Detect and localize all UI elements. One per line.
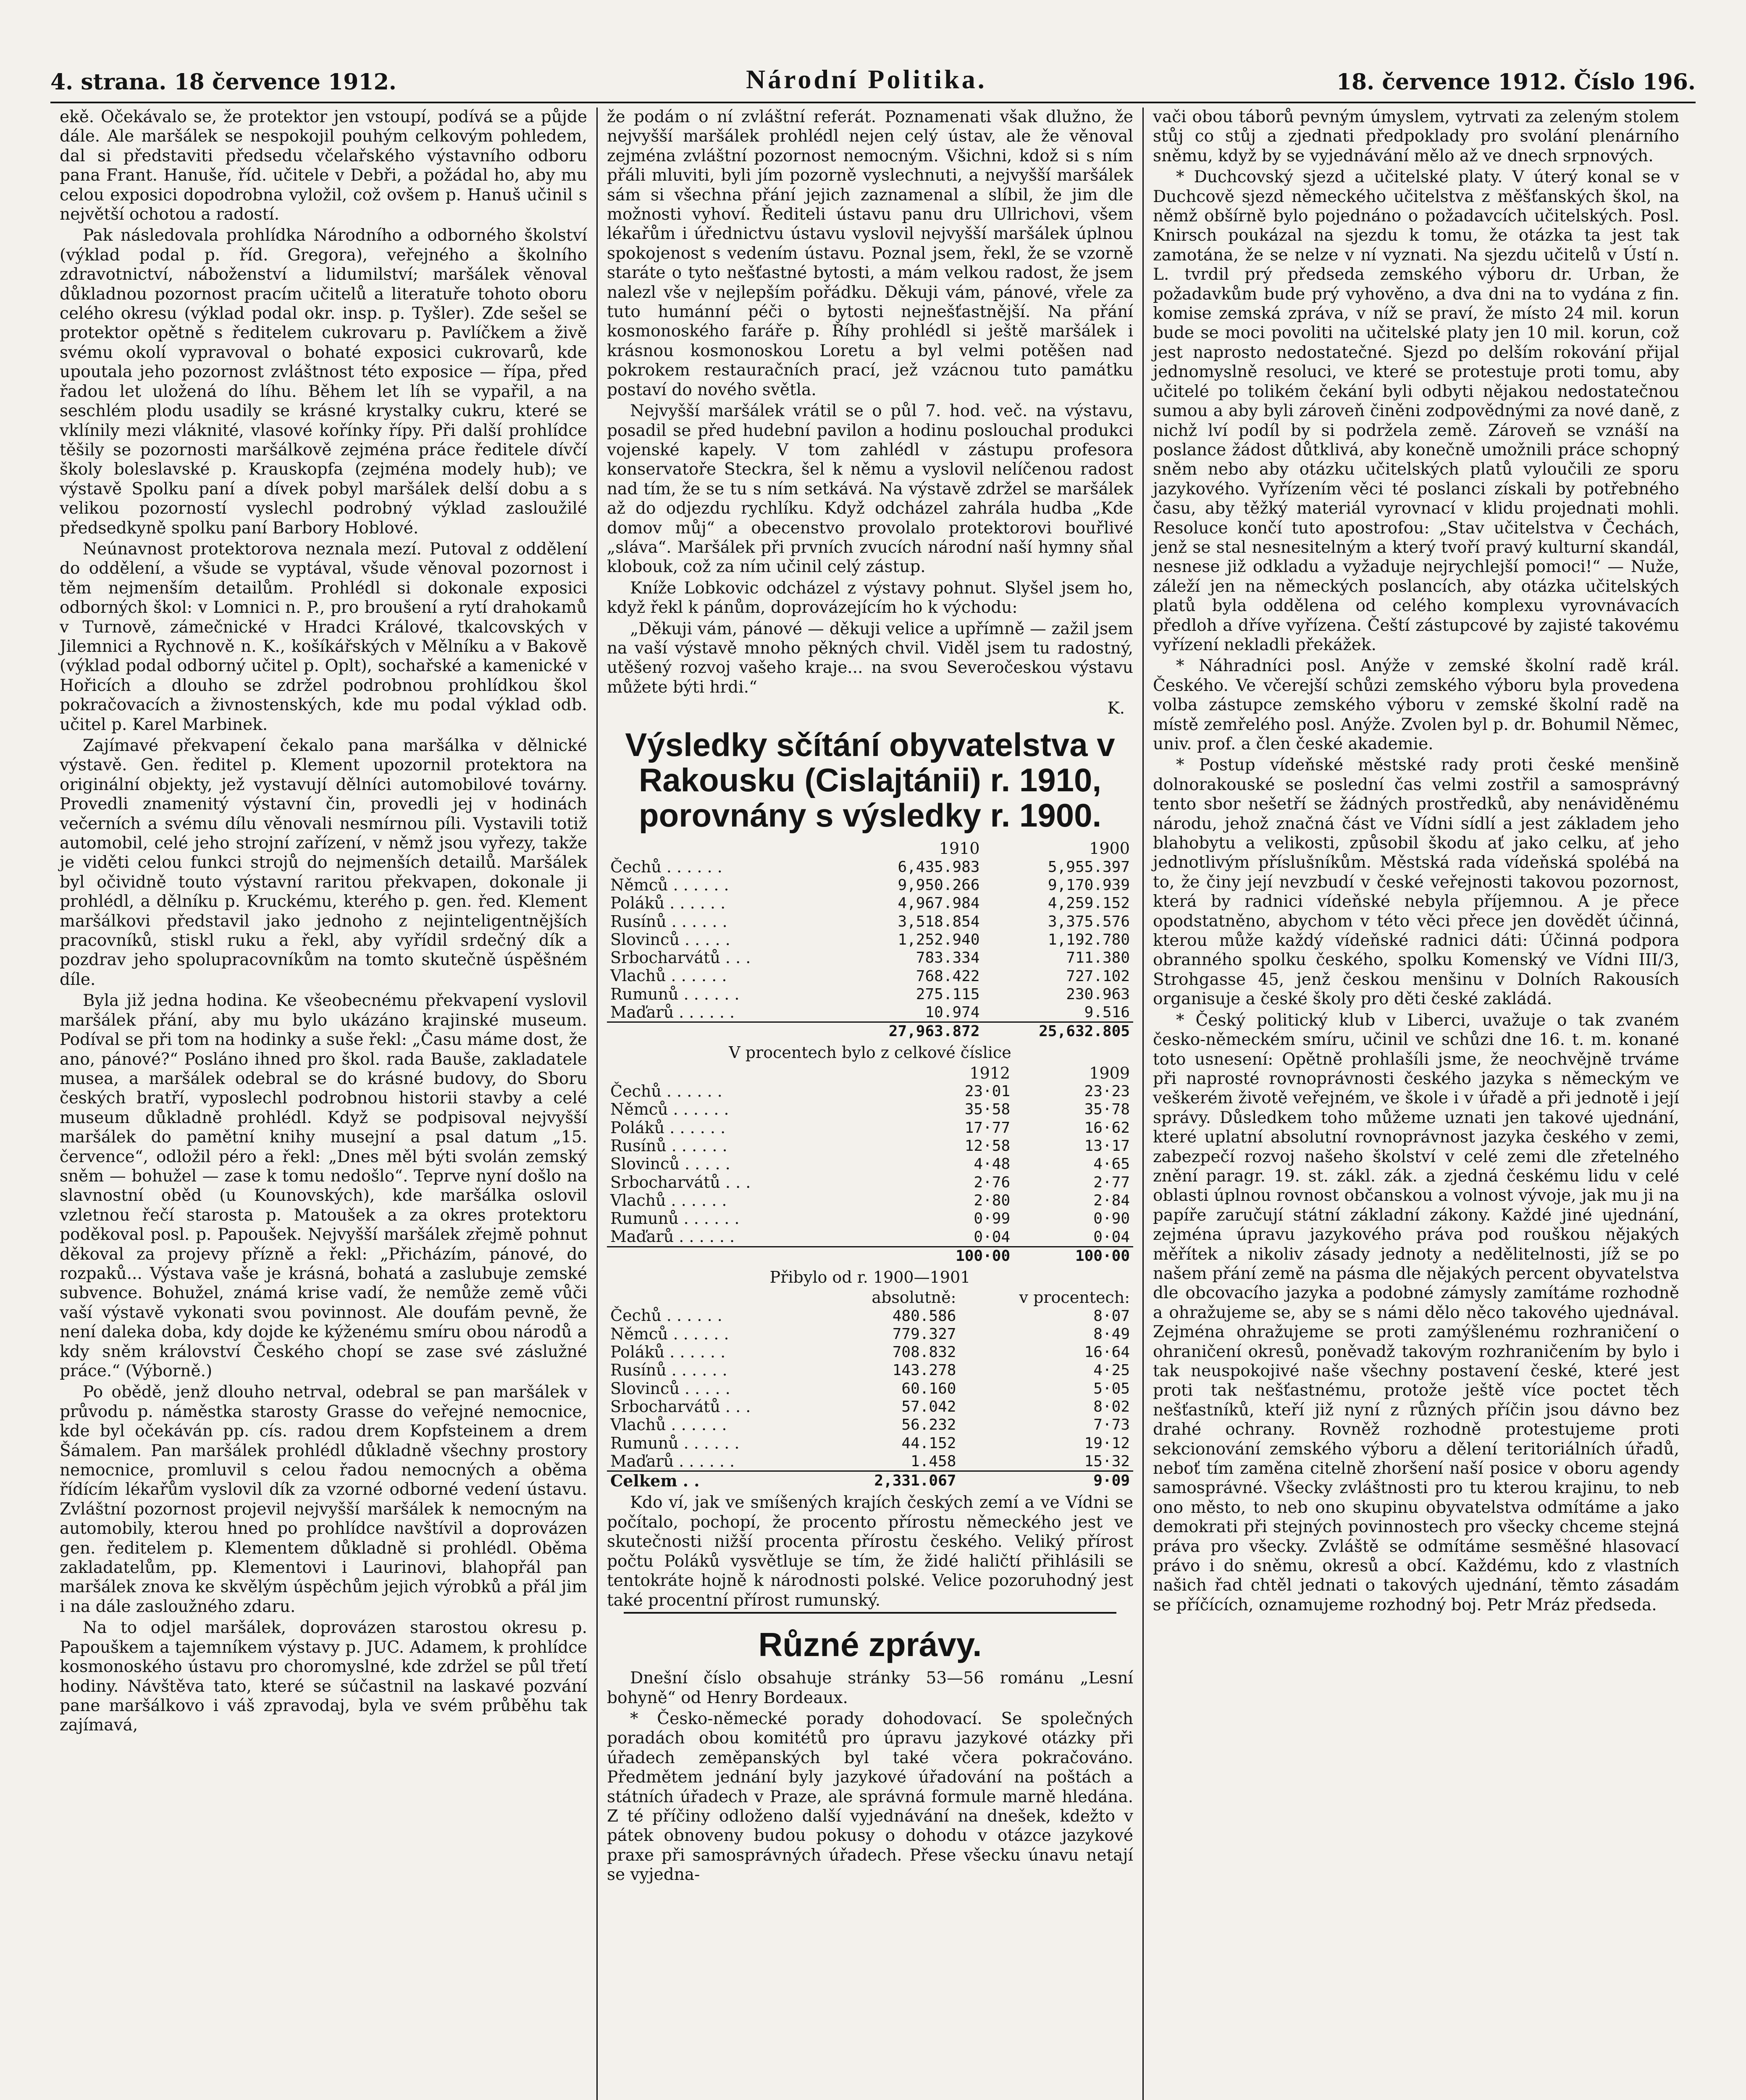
paragraph: Kníže Lobkovic odcházel z výstavy pohnut. Slyšel jsem ho, když řekl k pánům, doprovázejícím ho k východu: (607, 578, 1133, 617)
paragraph: Kdo ví, jak ve smíšených krajích českých zemí a ve Vídni se počítalo, pochopí, že procento přírostu německého jest ve skutečnosti nižší procenta přírostu českého. Veliký přírost počtu Poláků vysvětluje se tím, že židé haličtí přihlásili se tentokráte hojně k národnosti polské. Velice pozoruhodný jest také procentní přírost rumunský. (607, 1493, 1133, 1610)
cell-value: 480.586 (892, 1307, 956, 1325)
paragraph: vači obou táborů pevným úmyslem, vytrvati za zeleným stolem stůj co stůj a zjednati předpoklady pro svolání plenárního sněmu, když by se vyjednávání mělo až ve dnech srpnových. (1153, 108, 1679, 165)
row-label: Čechů . . . . . . (610, 1082, 722, 1100)
cell-value: 35·78 (1084, 1101, 1130, 1118)
table-row (607, 1343, 1133, 1361)
cell-value: 10.974 (925, 1004, 980, 1021)
cell-value: 8·07 (1093, 1307, 1130, 1325)
table-row (607, 1228, 1133, 1247)
cell-value: 4·48 (974, 1155, 1011, 1173)
cell-value: 13·17 (1084, 1137, 1130, 1155)
cell-value: 0·90 (1093, 1210, 1130, 1228)
section-title: Různé zprávy. (758, 1625, 982, 1663)
row-label: Rusínů . . . . . . (610, 1361, 727, 1380)
census-table-growth (607, 1289, 1133, 1490)
columns (50, 108, 1696, 2100)
cell-value: 230.963 (1066, 985, 1130, 1003)
table-row (607, 1325, 1133, 1343)
cell-value: 1.458 (911, 1453, 956, 1470)
table-total-row (607, 1471, 1133, 1490)
cell-value: 4·25 (1093, 1362, 1130, 1379)
paragraph: Neúnavnost protektorova neznala mezí. Putoval z oddělení do oddělení, a všude se vyptával, všude věnoval pozornost i těm nejmenším detailům. Prohlédl si dokonale exposici odborných škol: v Lomnici n. P., pro broušení a rytí drahokamů v Turnově, zámečnické v Hradci Králové, tkalcovských v Jilemnici a Rychnově n. K., košíkářských v Mělníku a v Bakově (výklad podal odborný učitel p. Oplt), sochařské a kamenické v Hořicích a dlouho se zdržel podrobnou prohlídkou škol pokračovacích a živnostenských, kde mu podal výklad odb. učitel p. Karel Marbinek. (60, 539, 587, 734)
table-row (607, 949, 1133, 967)
table-row (607, 1434, 1133, 1452)
row-label: Slovinců . . . . . (610, 1155, 730, 1173)
total-label (607, 1022, 833, 1040)
cell-value: 2·76 (974, 1173, 1011, 1191)
paragraph: Po obědě, jenž dlouho netrval, odebral se pan maršálek v průvodu p. náměstka starosty Grasse do veřejné nemocnice, kde byl očekáván pp. cís. radou drem Kopfsteinem a drem Šámalem. Pan maršálek prohlédl důkladně všechny prostory nemocnice, promluvil s celou řadou nemocných a oběma řídícím lékařům vyslovil dík za vzorné odborné vedení ústavu. Zvláštní pozornost projevil nejvyšší maršálek k nemocným na automobily, kterou hned po prohlídce navštívil a doprovázen gen. ředitelem p. Klementem důkladně si prohlédl. Oběma zakladatelům, pp. Klementovi i Laurinovi, blahopřál pan maršálek znova ke skvělým úspěchům jejich výrobků a přál jim i na dále zasloužného zdaru. (60, 1383, 587, 1616)
cell-value: 12·58 (964, 1137, 1011, 1155)
cell-value: 5·05 (1093, 1380, 1130, 1397)
table-row (607, 1003, 1133, 1022)
row-label: Slovinců . . . . . (610, 930, 730, 949)
total-value: 2,331.067 (824, 1471, 959, 1490)
row-label: Poláků . . . . . . (610, 1342, 726, 1361)
cell-value: 60.160 (901, 1380, 956, 1397)
cell-value: 23·01 (964, 1083, 1011, 1100)
cell-value: 708.832 (892, 1344, 956, 1361)
cell-value: 5,955.397 (1048, 858, 1130, 876)
row-label: Němců . . . . . . (610, 875, 729, 894)
row-label: Vlachů . . . . . . (610, 966, 727, 985)
cell-value: 16·62 (1084, 1119, 1130, 1137)
cell-value: 2·77 (1093, 1173, 1130, 1191)
table-row (607, 931, 1133, 949)
cell-value: 779.327 (892, 1325, 956, 1343)
paragraph: Byla již jedna hodina. Ke všeobecnému překvapení vyslovil maršálek přání, aby mu bylo ukázáno krajinské museum. Podíval se při tom na hodinky a suše řekl: „Času máme dost, že ano, pánové?“ Posláno ihned pro škol. rada Bauše, zakladatele musea, a maršálek odebral se do krásné budovy, do Sboru českých bratří, vyposlechl podrobnou historii stavby a celé museum důkladně prohlédl. Když se podpisoval nejvyšší maršálek do pamětní knihy musejní a psal datum „15. července“, odložil péro a řekl: „Dnes měl býti svolán zemský sněm — bohužel — zase k tomu nedošlo“. Teprve nyní došlo na slavnostní oběd (u Kounovských), kde maršálka oslovil vzletnou řečí starosta p. Matoušek a za okres protektoru poděkoval posl. p. Papoušek. Nejvyšší maršálek zřejmě pohnut děkoval za projevy přízně a řekl: „Přicházím, pánové, do rozpaků... Výstava vaše je krásná, bohatá a zaslubuje zemské subvence. Bohužel, známá krise vadí, že nemůže země vůči vaší výstavě vykonati svou povinnost. Ale doufám pevně, že není daleka doba, kdy dojde ke kýženému smíru obou národů a kdy sněm království Českého chopí se zase své záslužné práce.“ (Výborně.) (60, 991, 587, 1381)
census-table-percent (607, 1064, 1133, 1265)
table-total-row (607, 1022, 1133, 1040)
table-row (607, 1416, 1133, 1434)
cell-value: 9,950.266 (898, 877, 980, 894)
paragraph: Pak následovala prohlídka Národního a odborného školství (výklad podal p. říd. Gregora), veřejného a školního zdravotnictví, náboženství a lidumilství; maršálek věnoval důkladnou pozornost pracím učitelů a literatuře tohoto oboru celého okresu (výklad podal okr. insp. p. Tyšler). Zde sešel se protektor opětně s ředitelem cukrovaru p. Pavlíčkem a živě svému okolí vypravoval o bohaté exposici cukrovarů, kde upoutala jeho pozornost zvláštnost této exposice — řípa, před řadou let uložená do líhu. Během let líh se vypařil, a na seschlém plodu usadily se krásné krystalky cukru, které se vklínily mezi vláknité, vlasové kořínky řípy. Při další prohlídce těšily se pozornosti maršálkově zejména práce ředitele dívčí školy boleslavské p. Krauskopfa (zejména modely hub); ve výstavě Spolku paní a dívek pobyl maršálek delší dobu a s velikou pozorností vyslechl podrobný výklad zasloužilé předsedkyně spolku paní Barbory Hoblové. (60, 226, 587, 538)
total-label: Celkem . . (607, 1471, 824, 1490)
cell-value: 2·80 (974, 1192, 1011, 1209)
cell-value: 23·23 (1084, 1083, 1130, 1100)
year-header: 1910 (939, 839, 980, 858)
table-row (607, 1192, 1133, 1210)
table-row (607, 1155, 1133, 1173)
cell-value: 9.516 (1084, 1004, 1130, 1021)
masthead-title: Národní Politika. (746, 64, 987, 94)
paragraph: * Duchcovský sjezd a učitelské platy. V úterý konal se v Duchcově sjezd německého učitelstva z měšťanských škol, na němž obšírně bylo pojednáno o požadavcích učitelských. Posl. Knirsch poukázal na sjezdu k tomu, že otázka ta jest tak zamotána, že se nelze v ní vyznati. Na sjezdu učitelů v Ústí n. L. tvrdil prý předseda zemského výboru dr. Urban, že požadavkům bude prý vyhověno, a dva dni na to vydána z fin. komise zemská zpráva, v níž se praví, že místo 24 mil. korun bude se moci povoliti na učitelské platy jen 10 mil. korun, což jest naprosto nedostatečné. Sjezd po delším rokování přijal jednomyslně resoluci, ve které se protestuje proti tomu, aby učitelé po tolikém čekání byli odbyti nějakou nedostatečnou sumou a aby byli zároveň činěni zodpovědnými za nové daně, z nichž lví podíl by si podržela země. Zároveň se vznáší na poslance žádost důtklivá, aby konečně umožnili práce schopný sněm nebo aby otázku učitelských platů vyloučili ze sporu jazykového. Vyřízením věci té poslanci získali by potřebného času, aby těžký materiál vyrovnací v klidu projednati mohli. Resoluce končí tuto apostrofou: „Stav učitelstva v Čechách, jenž se stal nesnesitelným a který tvoří pravý kulturní skandál, nesnese již odkladu a vyžaduje nejrychlejší pomoci!“ — Nuže, záleží jen na německých poslancích, aby otázka učitelských platů byla oddělena od celého komplexu vyrovnávacích předloh a dříve vyřízena. Čeští zástupcové by zajisté takovému vyřízení nekladli překážek. (1153, 168, 1679, 654)
cell-value: 56.232 (901, 1416, 956, 1434)
year-header: 1912 (969, 1063, 1011, 1082)
row-label: Vlachů . . . . . . (610, 1191, 727, 1210)
table-row (607, 985, 1133, 1003)
paragraph: * Postup vídeňské městské rady proti české menšině dolnorakouské se poslední čas velmi zostřil a samosprávný tento sbor nešetří se žádných prostředků, aby nenáviděnému národu, jehož značná část ve Vídni sídlí a jest základem jeho blahobytu a velikosti, způsobil škodu ať jako celku, ať jeho jednotlivým příslušníkům. Městská rada vídeňská spolébá na to, že činy její nevzbudí v české veřejnosti takovou pozornost, která by radnici vídeňské nebyla příjemnou. A je přece opodstatněno, abychom v této věci přece jen dovědět účinná, kterou může každý vídeňské radnici dáti: Účinná podpora obranného spolku českého, spolku Komenský ve Vídni III/3, Strohgasse 45, jenž českou menšinu v Dolních Rakousích organisuje a české školy pro děti české zakládá. (1153, 756, 1679, 1009)
row-label: Maďarů . . . . . . (610, 1227, 735, 1246)
row-label: Čechů . . . . . . (610, 857, 722, 876)
table-row (607, 1173, 1133, 1192)
paragraph: „Děkuji vám, pánové — děkuji velice a upřímně — zažil jsem na vaší výstavě mnoho pěkných chvil. Viděl jsem tu radostný, utěšený rozvoj vašeho kraje... na svou Severočeskou výstavu můžete býti hrdi.“ (607, 619, 1133, 697)
paragraph: Nejvyšší maršálek vrátil se o půl 7. hod. več. na výstavu, posadil se před hudební pavilon a hodinu poslouchal produkci vojenské kapely. V tom zahlédl v zástupu profesora konservatoře Steckra, šel k němu a vyslovil nelíčenou radost nad tím, že se tu s ním setkává. Na výstavě zdržel se maršálek až do odjezdu rychlíku. Když odcházel zahrála hudba „Kde domov můj“ a obecenstvo provolalo protektorovi bouřlivé „sláva“. Maršálek při prvních zvucích národní naší hymny sňal klobouk, což za ním učinil celý zástup. (607, 402, 1133, 577)
cell-value: 711.380 (1066, 949, 1130, 967)
row-label: Rusínů . . . . . . (610, 912, 727, 931)
table-row (607, 894, 1133, 912)
paragraph: * Česko-německé porady dohodovací. Se společných poradách obou komitétů pro úpravu jazykové otázky při úřadech zeměpanských byl také včera pokračováno. Předmětem jednání byly jazykové úřadování na poštách a státních úřadech v Praze, ale správná formule marně hledána. Z té příčiny odloženo další vyjednávání na dnešek, kdežto v pátek obnoveny budou pokusy o dohodu v otázce jazykové praxe při samosprávných úřadech. Přese všecku únavu netají se vyjedna- (607, 1709, 1133, 1885)
year-header: 1900 (1089, 839, 1130, 858)
paragraph: Na to odjel maršálek, doprovázen starostou okresu p. Papouškem a tajemníkem výstavy p. JUC. Adamem, k prohlídce kosmonoského ústavu pro choromyslné, kde zdržel se půl třetí hodiny. Návštěva tato, které se súčastnil na laskavé pozvání pane maršálkovo i váš zpravodaj, byla ve svém průběhu tak zajímavá, (60, 1618, 587, 1735)
cell-value: 2·84 (1093, 1192, 1130, 1209)
cell-value: 4,967.984 (898, 895, 980, 912)
table-row (607, 967, 1133, 985)
cell-value: 19·12 (1084, 1434, 1130, 1452)
cell-value: 15·32 (1084, 1453, 1130, 1470)
column-3 (1142, 108, 1688, 2100)
total-value: 25,632.805 (983, 1022, 1133, 1040)
cell-value: 35·58 (964, 1101, 1011, 1118)
cell-value: 143.278 (892, 1362, 956, 1379)
total-value: 100·00 (894, 1247, 1013, 1265)
row-label: Srbocharvátů . . . (610, 948, 751, 967)
table-row (607, 1119, 1133, 1137)
total-label (607, 1247, 894, 1265)
row-label: Rumunů . . . . . . (610, 984, 740, 1003)
table-row (607, 876, 1133, 894)
table-row (607, 858, 1133, 876)
cell-value: 0·99 (974, 1210, 1011, 1228)
table-total-row (607, 1247, 1133, 1265)
cell-value: 17·77 (964, 1119, 1011, 1137)
header-right: 18. července 1912. Číslo 196. (1336, 69, 1696, 95)
paragraph: Dnešní číslo obsahuje stránky 53—56 románu „Lesní bohyně“ od Henry Bordeaux. (607, 1669, 1133, 1707)
cell-value: 16·64 (1084, 1344, 1130, 1361)
cell-value: 275.115 (916, 985, 980, 1003)
cell-value: 8·49 (1093, 1325, 1130, 1343)
row-label: Čechů . . . . . . (610, 1306, 722, 1325)
table-row (607, 1082, 1133, 1100)
table-row (607, 1380, 1133, 1398)
row-label: Slovinců . . . . . (610, 1379, 730, 1398)
cell-value: 9,170.939 (1048, 877, 1130, 894)
row-label: Srbocharvátů . . . (610, 1173, 751, 1192)
total-value: 100·00 (1013, 1247, 1133, 1265)
total-value: 27,963.872 (833, 1022, 983, 1040)
cell-value: 783.334 (916, 949, 980, 967)
row-label: Rumunů . . . . . . (610, 1433, 740, 1452)
table-row (607, 1210, 1133, 1228)
paragraph: * Náhradníci posl. Anýže v zemské školní radě král. Českého. Ve včerejší schůzi zemského výboru byla provedena volba zástupce zemského výboru v zemské školní radě na místě zemřelého posl. Anýže. Zvolen byl p. dr. Bohumil Němec, univ. prof. a člen české akademie. (1153, 656, 1679, 753)
cell-value: 3,518.854 (898, 913, 980, 930)
cell-value: 727.102 (1066, 967, 1130, 985)
row-label: Rumunů . . . . . . (610, 1209, 740, 1228)
total-value: 9·09 (959, 1471, 1133, 1490)
cell-value: 1,252.940 (898, 931, 980, 948)
column-1 (50, 108, 596, 2100)
paragraph: * Český politický klub v Liberci, uvažuje o tak zvaném česko-německém smíru, učinil ve schůzi dne 16. t. m. konané toto usnesení: Opětně prohlašíli jsme, že neochvějně trváme při naprosté rovnoprávnosti českého jazyka s německým ve veškerém životě veřejném, ve škole i v úřadě a při jednotě i její správy. Důsledkem toho můžeme uznati jen takové ujednání, které uplatní absolutní rovnoprávnost jazyka českého v zemi, zabezpečí rozvoj našeho školství v celé zemi dle zřetelného znění paragr. 19. st. zákl. zák. a zjedná českému lidu v celé oblasti úplnou rovnost občanskou a volnost vývoje, jak mu ji na papíře zaručují státní základní zákony. Každé jiné ujednání, zejména úpravu jazykového práva pod rouškou nějakých měřítek a nikoliv zásady jednoty a nedělitelnosti, jíž se po našem přání země na pásma dle nějakých percent obyvatelstva dle obcovacího jazyka a podobné zámysly zamítáme rozhodně a ohražujeme se, aby se s námi dělo něco takového ujednával. Zejména ohražujeme se proti zamýšlenému rozhraničení o ohraničení okresů, poněvadž takovým rozhraničením by bylo i tak neuspokojivé naše všechny postavení české, které jest proti tak nešťastnému, protože ještě více poctet těch nešťastníků, kteří již nyní z různých příčin jsou dávno bez drahé ochrany. Rovněž rozhodně protestujeme proti sekcionování zemského výboru a dělení teritoriálních úřadů, neboť tím zaměna citelně zhoršení naší posice v oboru agendy samosprávné. Všecky zvláštnosti pro tu kterou krajinu, to neb ono město, to neb ono skupinu obyvatelstva odmítáme a jako demokrati při stejných povinnostech pro všecky chceme stejná práva pro všecky. Zvláště se odmítáme sesměšné hlasovací právo i do sněmu, okresů a obcí. Každému, kdo z vlastních našich řad chtěl jednati o takových ujednání, těmto zásadám se příčících, oznamujeme rozhodný boj. Petr Mráz předseda. (1153, 1011, 1679, 1614)
section-divider (624, 1612, 1116, 1614)
table-row (607, 1137, 1133, 1155)
row-label: Vlachů . . . . . . (610, 1415, 727, 1434)
row-label: Poláků . . . . . . (610, 1118, 726, 1137)
paragraph: Zajímavé překvapení čekalo pana maršálka v dělnické výstavě. Gen. ředitel p. Klement upozornil protektora na originální objekty, jež vystavují dělníci automobilové továrny. Provedli znamenitý výstavní čin, provedli jej v hodinách večerních a svému dílu věnovali nesmírnou píli. Vystavili totiž automobil, celé jeho strojní zařízení, v němž jsou vyřezy, takže je viděti celou funkci strojů do nejmenších detailů. Maršálek byl očividně touto výstavní raritou překvapen, dokonale ji prohlédl, a dělníku p. Kruckému, kterého p. gen. řed. Klement maršálkovi představil jako jednoho z nejinteligentnějších pracovníků, stiskl ruku a řekl, aby vyřídil srdečný dík a pozdrav jeho spolupracovníkům na tomto skutečně úspěšném díle. (60, 736, 587, 989)
row-label: Poláků . . . . . . (610, 894, 726, 913)
cell-value: 0·04 (974, 1228, 1011, 1246)
column-2 (596, 108, 1142, 2100)
column-header: v procentech: (1019, 1288, 1130, 1307)
table-row (607, 913, 1133, 931)
row-label: Maďarů . . . . . . (610, 1003, 735, 1022)
paragraph: ekě. Očekávalo se, že protektor jen vstoupí, podívá se a půjde dále. Ale maršálek se nespokojil pouhým celkovým pohledem, dal si představiti předsedu včelařského výstavního odboru pana Frant. Hanuše, říd. učitele v Debři, a požádal ho, aby mu celou exposici dopodrobna vyložil, což ovšem p. Hanuš učinil s největší ochotou a radostí. (60, 108, 587, 224)
table-row (607, 1307, 1133, 1325)
column-header: absolutně: (872, 1288, 956, 1307)
table-caption: V procentech bylo z celkové číslice (729, 1043, 1011, 1062)
cell-value: 4,259.152 (1048, 895, 1130, 912)
cell-value: 3,375.576 (1048, 913, 1130, 930)
header-left: 4. strana. 18 července 1912. (50, 69, 396, 95)
table-row (607, 1398, 1133, 1416)
cell-value: 8·02 (1093, 1398, 1130, 1416)
cell-value: 768.422 (916, 967, 980, 985)
year-header: 1909 (1089, 1063, 1130, 1082)
cell-value: 44.152 (901, 1434, 956, 1452)
row-label: Němců . . . . . . (610, 1100, 729, 1119)
cell-value: 7·73 (1093, 1416, 1130, 1434)
row-label: Srbocharvátů . . . (610, 1397, 751, 1416)
census-headline: Výsledky sčítání obyvatelstva v Rakousku (Cislajtánii) r. 1910, porovnány s výsledky r. 1900. (625, 726, 1115, 834)
cell-value: 57.042 (901, 1398, 956, 1416)
table-caption: Přibylo od r. 1900—1901 (769, 1268, 971, 1286)
table-row (607, 1452, 1133, 1471)
cell-value: 4·65 (1093, 1155, 1130, 1173)
table-row (607, 1100, 1133, 1118)
cell-value: 0·04 (1093, 1228, 1130, 1246)
census-table-absolute (607, 840, 1133, 1040)
row-label: Němců . . . . . . (610, 1324, 729, 1343)
table-row (607, 1361, 1133, 1379)
row-label: Maďarů . . . . . . (610, 1452, 735, 1470)
paragraph: že podám o ní zvláštní referát. Poznamenati však dlužno, že nejvyšší maršálek prohlédl nejen celý ústav, ale že věnoval zejména zvláštní pozornost nemocným. Všichni, kdož si s ním přáli mluviti, byli jím pozorně vyslechnuti, a nejvyšší maršálek sám si všechna přání jejich zaznamenal a slíbil, že jim dle možnosti vyhoví. Řediteli ústavu panu dru Ullrichovi, všem lékařům i úřednictvu ústavu vyslovil nejvyšší maršálek úplnou spokojenost s vedením ústavu. Poznal jsem, řekl, že se vzorně staráte o tyto nešťastné bytosti, a mám velkou radost, že jsem nalezl vše v nejlepším pořádku. Děkuji vám, pánové, vřele za tuto humánní péči o bytosti nejnešťastnější. Na přání kosmonoského faráře p. Říhy prohlédl si ještě maršálek i krásnou kosmonoskou Loretu a byl velmi potěšen nad pokrokem restauračních prací, jež vzácnou tuto památku postaví do nového světla. (607, 108, 1133, 399)
author-signature: K. (1107, 699, 1125, 718)
page-header (50, 63, 1696, 103)
row-label: Rusínů . . . . . . (610, 1136, 727, 1155)
cell-value: 1,192.780 (1048, 931, 1130, 948)
cell-value: 6,435.983 (898, 858, 980, 876)
